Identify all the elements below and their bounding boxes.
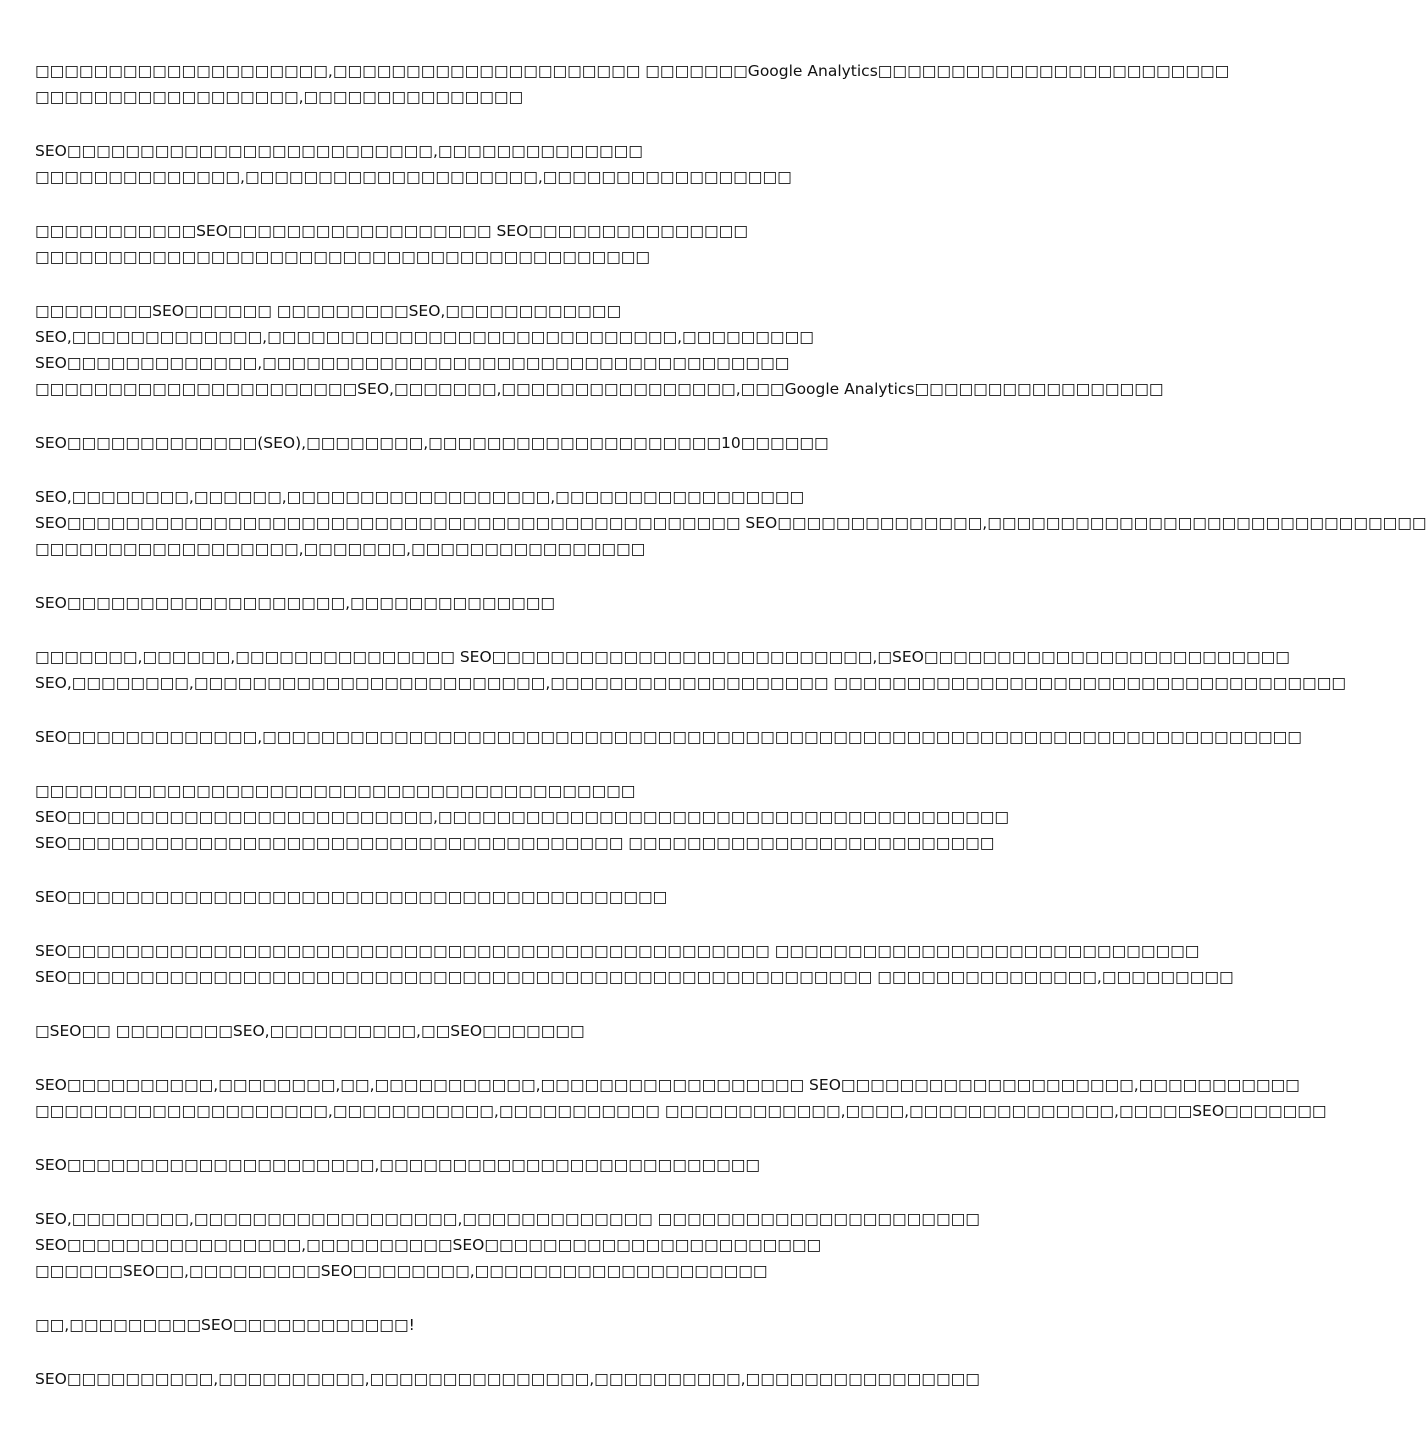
text-line: □□□□□□□□□□□□□□,□□□□□□□□□□□□□□□□□□□□,□□□□□□□□□□□□□□□□□ bbox=[35, 168, 792, 186]
text-line: SEO□□□□□□□□□□□□□□□□□□□□□□□□□,□□□□□□□□□□□□□□ bbox=[35, 142, 643, 160]
text-line: SEO□□□□□□□□□□□□□□□□□□□□□,□□□□□□□□□□□□□□□□□□□□□□□□□□ bbox=[35, 1156, 761, 1174]
text-line: SEO□□□□□□□□□□□□□□□□□□□□□□□□□□□□□□□□□□□□□□□□□□□□□□□□ □□□□□□□□□□□□□□□□□□□□□□□□□□□□□ bbox=[35, 942, 1200, 960]
paragraph bbox=[35, 778, 1010, 856]
text-line: SEO□□□□□□□□□□□□□,□□□□□□□□□□□□□□□□□□□□□□□□□□□□□□□□□□□□□□□□□□□□□□□□□□□□□□□□□□□□□□□□□□□□□□□ bbox=[35, 728, 1302, 746]
paragraph bbox=[35, 298, 1164, 402]
text-line: □SEO□□ □□□□□□□□SEO,□□□□□□□□□□,□□SEO□□□□□□□ bbox=[35, 1022, 585, 1040]
text-line: □□□□□□□□SEO□□□□□□ □□□□□□□□□SEO,□□□□□□□□□□□□ bbox=[35, 302, 622, 320]
paragraph bbox=[35, 1152, 980, 1178]
text-line: □□□□□□□□□□□□□□□□□□□□□□□□□□□□□□□□□□□□□□□□□ bbox=[35, 782, 636, 800]
paragraph bbox=[35, 1018, 980, 1044]
text-line: SEO,□□□□□□□□,□□□□□□□□□□□□□□□□□□□□□□□□,□□□□□□□□□□□□□□□□□□□ □□□□□□□□□□□□□□□□□□□□□□□□□□□□□□□□□□□ bbox=[35, 674, 1346, 692]
text-line: SEO,□□□□□□□□□□□□□,□□□□□□□□□□□□□□□□□□□□□□□□□□□□,□□□□□□□□□ bbox=[35, 328, 814, 346]
text-line: □□□□□□□,□□□□□□,□□□□□□□□□□□□□□□ SEO□□□□□□□□□□□□□□□□□□□□□□□□□□,□SEO□□□□□□□□□□□□□□□□□□□□□□□□□ bbox=[35, 648, 1290, 666]
text-line: SEO□□□□□□□□□□□□□□□□□□□□□□□□□□□□□□□□□□□□□□□□□□□□□□□□□□□□□□□ □□□□□□□□□□□□□□□,□□□□□□□□□ bbox=[35, 968, 1234, 986]
text-line: SEO□□□□□□□□□□□□□□□□,□□□□□□□□□□SEO□□□□□□□□□□□□□□□□□□□□□□□ bbox=[35, 1236, 822, 1254]
text-line: SEO□□□□□□□□□□□□□□□□□□□,□□□□□□□□□□□□□□ bbox=[35, 594, 556, 612]
text-line: □□□□□□□□□□□□□□□□□□□□□□□□□□□□□□□□□□□□□□□□□□ bbox=[35, 248, 651, 266]
text-line: □□,□□□□□□□□□SEO□□□□□□□□□□□□! bbox=[35, 1316, 415, 1334]
text-line: □□□□□□□□□□□□□□□□□□□□□□SEO,□□□□□□□,□□□□□□□□□□□□□□□□,□□□Google Analytics□□□□□□□□□□□□□□□□□ bbox=[35, 380, 1164, 398]
text-line: SEO,□□□□□□□□,□□□□□□,□□□□□□□□□□□□□□□□□□,□□□□□□□□□□□□□□□□□ bbox=[35, 488, 805, 506]
paragraph bbox=[35, 1312, 980, 1338]
document-body bbox=[35, 58, 1427, 1420]
text-line: □□□□□□SEO□□,□□□□□□□□□SEO□□□□□□□□,□□□□□□□□□□□□□□□□□□□□ bbox=[35, 1262, 768, 1280]
text-line: □□□□□□□□□□□□□□□□□□,□□□□□□□□□□□□□□□ bbox=[35, 88, 524, 106]
paragraph bbox=[35, 138, 980, 190]
paragraph bbox=[35, 724, 1302, 750]
text-line: SEO□□□□□□□□□□□□□,□□□□□□□□□□□□□□□□□□□□□□□□□□□□□□□□□□□□ bbox=[35, 354, 790, 372]
text-line: □□□□□□□□□□□□□□□□□□,□□□□□□□,□□□□□□□□□□□□□□□□ bbox=[35, 540, 646, 558]
paragraph bbox=[35, 884, 980, 910]
text-line: □□□□□□□□□□□SEO□□□□□□□□□□□□□□□□□□ SEO□□□□□□□□□□□□□□□ bbox=[35, 222, 748, 240]
paragraph bbox=[35, 1206, 980, 1284]
paragraph bbox=[35, 484, 1427, 562]
paragraph bbox=[35, 218, 980, 270]
text-line: SEO□□□□□□□□□□□□□(SEO),□□□□□□□□,□□□□□□□□□□□□□□□□□□□□10□□□□□□ bbox=[35, 434, 829, 452]
paragraph bbox=[35, 644, 1346, 696]
text-line: SEO,□□□□□□□□,□□□□□□□□□□□□□□□□□□,□□□□□□□□□□□□□ □□□□□□□□□□□□□□□□□□□□□□ bbox=[35, 1210, 980, 1228]
text-line: SEO□□□□□□□□□□□□□□□□□□□□□□□□□□□□□□□□□□□□□□□□□ bbox=[35, 888, 668, 906]
text-line: SEO□□□□□□□□□□□□□□□□□□□□□□□□□□□□□□□□□□□□□□ □□□□□□□□□□□□□□□□□□□□□□□□□ bbox=[35, 834, 995, 852]
text-line: SEO□□□□□□□□□□□□□□□□□□□□□□□□□□□□□□□□□□□□□□□□□□□□□□ SEO□□□□□□□□□□□□□□,□□□□□□□□□□□□□□□□□□□□□□□□□□□□□□ bbox=[35, 514, 1427, 532]
paragraph bbox=[35, 1072, 1327, 1124]
paragraph bbox=[35, 590, 980, 616]
paragraph bbox=[35, 1366, 980, 1392]
text-line: □□□□□□□□□□□□□□□□□□□□,□□□□□□□□□□□,□□□□□□□□□□□ □□□□□□□□□□□□,□□□□,□□□□□□□□□□□□□□,□□□□□SEO□□□□□□□ bbox=[35, 1102, 1327, 1120]
text-line: □□□□□□□□□□□□□□□□□□□□,□□□□□□□□□□□□□□□□□□□□□ □□□□□□□Google Analytics□□□□□□□□□□□□□□□□□□□□□□□□ bbox=[35, 62, 1230, 80]
text-line: SEO□□□□□□□□□□□□□□□□□□□□□□□□□,□□□□□□□□□□□□□□□□□□□□□□□□□□□□□□□□□□□□□□□ bbox=[35, 808, 1010, 826]
paragraph bbox=[35, 430, 980, 456]
paragraph bbox=[35, 938, 1234, 990]
text-line: SEO□□□□□□□□□□,□□□□□□□□□□,□□□□□□□□□□□□□□□,□□□□□□□□□□,□□□□□□□□□□□□□□□□ bbox=[35, 1370, 980, 1388]
text-line: SEO□□□□□□□□□□,□□□□□□□□,□□,□□□□□□□□□□□,□□□□□□□□□□□□□□□□□□ SEO□□□□□□□□□□□□□□□□□□□□,□□□□□□□□□□□ bbox=[35, 1076, 1300, 1094]
paragraph bbox=[35, 58, 1230, 110]
